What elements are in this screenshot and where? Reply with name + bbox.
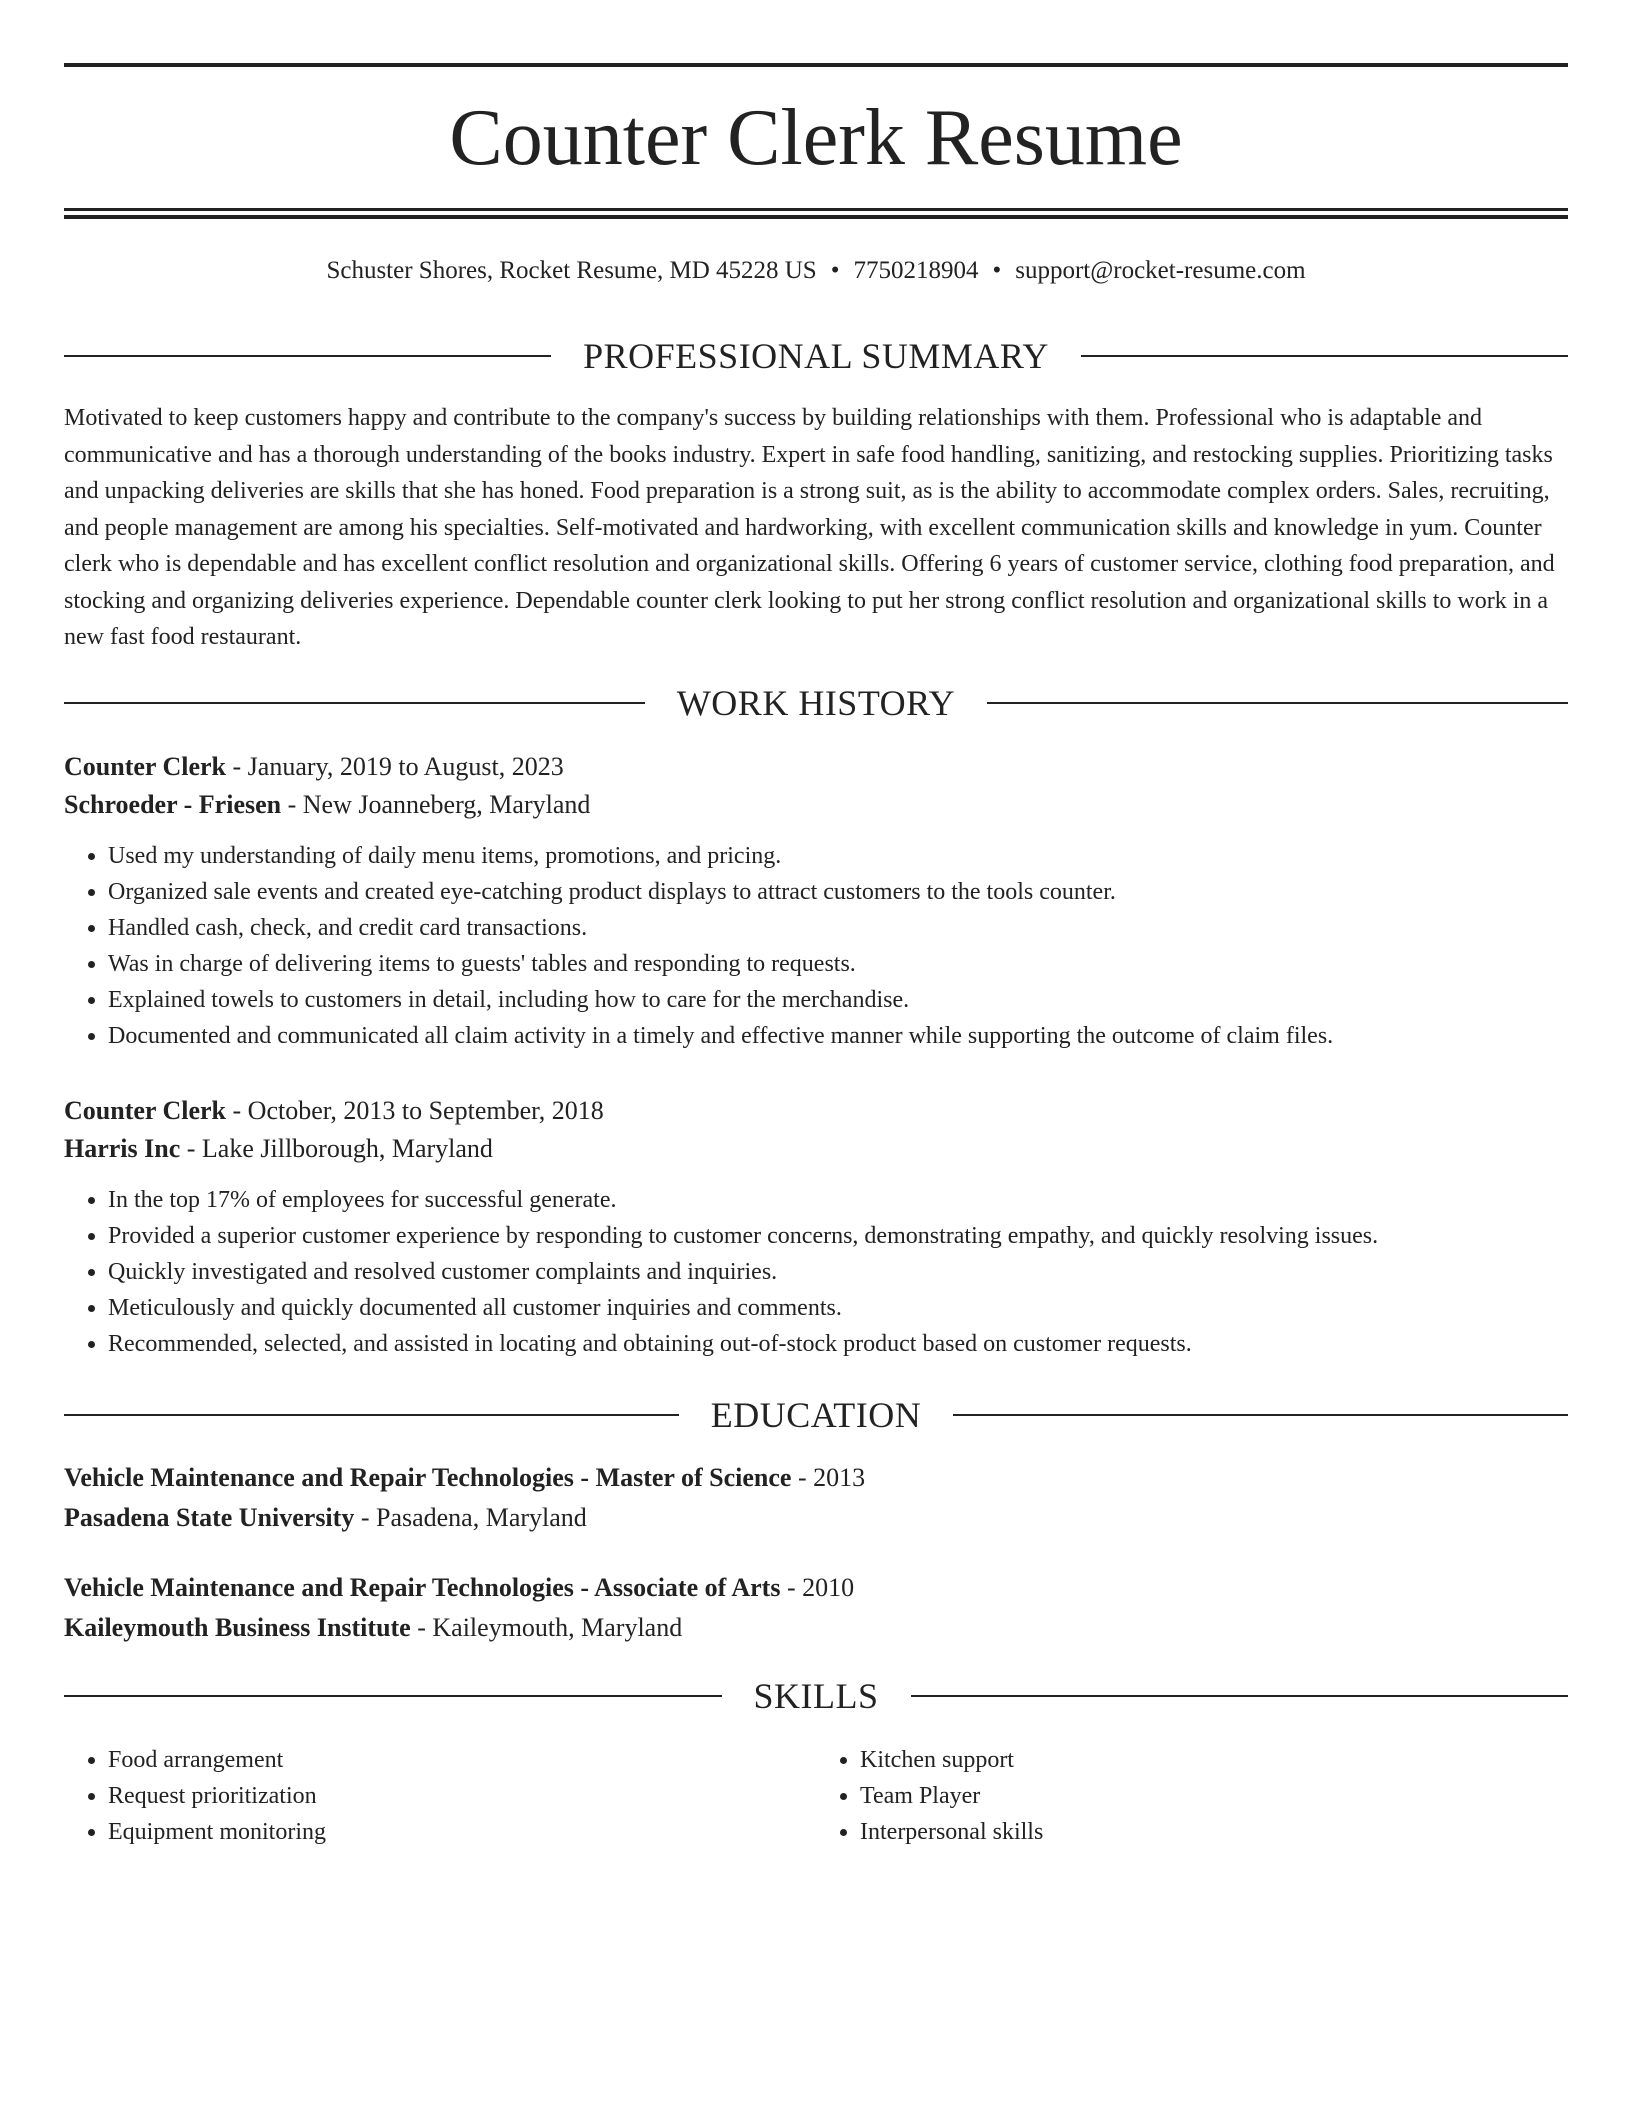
job-company: Schroeder - Friesen [64,790,282,819]
education-degree: Vehicle Maintenance and Repair Technologies - Associate of Arts [64,1573,781,1602]
job-company-line [64,1130,1568,1168]
contact-address: Schuster Shores, Rocket Resume, MD 45228 US [326,257,817,284]
skill-item: • Kitchen support [860,1742,1568,1778]
heading-rule-left [64,1414,679,1416]
job-bullet: • Provided a superior customer experience by responding to customer concerns, demonstrating empathy, and quickly resolving issues. [108,1218,1568,1254]
job-title-line [64,1092,1568,1130]
education-year: - 2013 [791,1463,866,1492]
skill-item: • Request prioritization [108,1778,816,1814]
job-bullet: • Quickly investigated and resolved customer complaints and inquiries. [108,1254,1568,1290]
education-school: Kaileymouth Business Institute [64,1613,411,1642]
job-bullet: • Recommended, selected, and assisted in locating and obtaining out-of-stock product based on customer requests. [108,1326,1568,1362]
contact-phone: 7750218904 [853,257,979,284]
summary-heading-label: PROFESSIONAL SUMMARY [583,336,1049,376]
skill-item: • Equipment monitoring [108,1814,816,1850]
heading-rule-right [953,1414,1568,1416]
job-title: Counter Clerk [64,1096,227,1125]
contact-line [64,254,1568,288]
heading-rule-left [64,702,645,704]
education-degree: Vehicle Maintenance and Repair Technologies - Master of Science [64,1463,792,1492]
summary-text: Motivated to keep customers happy and contribute to the company's success by building relationships with them. Professional who is adaptable and communicative and has a thorough understanding of the books industry. Expert in safe food handling, sanitizing, and restocking supplies. Prioritizing tasks and unpacking deliveries are skills that she has honed. Food preparation is a strong suit, as is the ability to accommodate complex orders. Sales, recruiting, and people management are among his specialties. Self-motivated and hardworking, with excellent communication skills and knowledge in yum. Counter clerk who is dependable and has excellent conflict resolution and organizational skills. Offering 6 years of customer service, clothing food preparation, and stocking and organizing deliveries experience. Dependable counter clerk looking to put her strong conflict resolution and organizational skills to work in a new fast food restaurant. [64,405,1555,650]
education-location: - Kaileymouth, Maryland [410,1613,683,1642]
job-company-line [64,786,1568,824]
job-bullet: • Handled cash, check, and credit card transactions. [108,910,1568,946]
job-location: - New Joanneberg, Maryland [281,790,591,819]
job-bullet: • In the top 17% of employees for successful generate. [108,1182,1568,1218]
education-degree-line [64,1568,1568,1608]
title-double-divider [64,208,1568,219]
education-degree-line [64,1458,1568,1498]
job-dates: - October, 2013 to September, 2018 [226,1096,604,1125]
top-divider [64,63,1568,67]
heading-rule-left [64,1695,722,1697]
job-location: - Lake Jillborough, Maryland [180,1134,493,1163]
contact-email: support@rocket-resume.com [1015,257,1306,284]
work-history-heading-label: WORK HISTORY [676,683,956,723]
job-company: Harris Inc [64,1134,181,1163]
skills-heading [64,1674,1568,1718]
job-bullet: • Explained towels to customers in detail, including how to care for the merchandise. [108,982,1568,1018]
skill-item: • Team Player [860,1778,1568,1814]
contact-separator: • [992,257,1002,284]
job-title: Counter Clerk [64,752,227,781]
contact-separator: • [830,257,840,284]
education-school-line [64,1608,1568,1648]
skills-heading-label: SKILLS [753,1676,879,1716]
education-heading [64,1393,1568,1437]
education-school-line [64,1498,1568,1538]
job-bullet: • Was in charge of delivering items to guests' tables and responding to requests. [108,946,1568,982]
job-dates: - January, 2019 to August, 2023 [226,752,564,781]
skills-column-left [64,1742,816,1850]
job-bullets [64,838,1568,1054]
job-bullets [64,1182,1568,1362]
education-entry-1 [64,1458,1568,1538]
skills-list [64,1742,1568,1850]
job-entry-1 [64,748,1568,1054]
resume-title: Counter Clerk Resume [449,94,1183,182]
heading-rule-left [64,355,551,357]
skills-column-right [816,1742,1568,1850]
work-history-heading [64,681,1568,725]
education-heading-label: EDUCATION [710,1395,922,1435]
skill-item: • Food arrangement [108,1742,816,1778]
job-title-line [64,748,1568,786]
heading-rule-right [911,1695,1569,1697]
job-bullet: • Used my understanding of daily menu items, promotions, and pricing. [108,838,1568,874]
summary-heading [64,334,1568,378]
job-bullet: • Documented and communicated all claim activity in a timely and effective manner while supporting the outcome of claim files. [108,1018,1568,1054]
education-year: - 2010 [780,1573,855,1602]
job-bullet: • Organized sale events and created eye-catching product displays to attract customers to the tools counter. [108,874,1568,910]
education-school: Pasadena State University [64,1503,355,1532]
skill-item: • Interpersonal skills [860,1814,1568,1850]
education-entry-2 [64,1568,1568,1648]
heading-rule-right [1081,355,1568,357]
education-location: - Pasadena, Maryland [354,1503,587,1532]
job-bullet: • Meticulously and quickly documented all customer inquiries and comments. [108,1290,1568,1326]
job-entry-2 [64,1092,1568,1362]
heading-rule-right [987,702,1568,704]
